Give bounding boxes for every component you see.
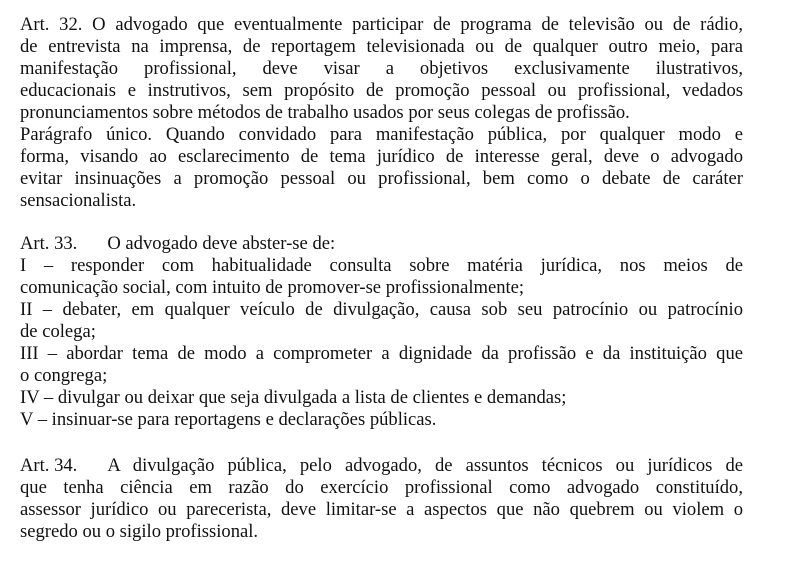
- art34-line-2: que tenha ciência em razão do exercício profissional como advogado constituído,: [20, 477, 743, 498]
- art34-heading: [20, 455, 743, 477]
- art34-first-line: A divulgação pública, pelo advogado, de assuntos técnicos ou jurídicos de: [107, 455, 743, 476]
- art34-line-3: assessor jurídico ou parecerista, deve limitar-se a aspectos que não quebrem ou violem o: [20, 499, 743, 520]
- art32-line-4: educacionais e instrutivos, sem propósito de promoção pessoal ou profissional, vedados: [20, 80, 743, 101]
- art33-item-1-line-2: comunicação social, com intuito de promover-se profissionalmente;: [20, 277, 525, 298]
- art32-line-2: de entrevista na imprensa, de reportagem televisionada ou de qualquer outro meio, para: [20, 36, 743, 57]
- art33-item-3-line-1: III – abordar tema de modo a comprometer a dignidade da profissão e da instituição que: [20, 343, 743, 364]
- paragrafo-unico-line-4: sensacionalista.: [20, 190, 137, 211]
- art33-label: Art. 33.: [20, 233, 78, 254]
- art34-line-4: segredo ou o sigilo profissional.: [20, 521, 259, 542]
- art32-line-5: pronunciamentos sobre métodos de trabalho usados por seus colegas de profissão.: [20, 102, 630, 123]
- art33-heading: [20, 233, 743, 255]
- art34-label: Art. 34.: [20, 455, 78, 476]
- art33-item-5: V – insinuar-se para reportagens e declarações públicas.: [20, 409, 437, 430]
- art33-item-1-line-1: I – responder com habitualidade consulta sobre matéria jurídica, nos meios de: [20, 255, 743, 276]
- paragrafo-unico-line-1: Parágrafo único. Quando convidado para manifestação pública, por qualquer modo e: [20, 124, 743, 145]
- art33-caput: O advogado deve abster-se de:: [107, 233, 336, 254]
- art32-line-1: Art. 32. O advogado que eventualmente participar de programa de televisão ou de rádio,: [20, 14, 743, 35]
- art33-item-4: IV – divulgar ou deixar que seja divulgada a lista de clientes e demandas;: [20, 387, 567, 408]
- art32-line-3: manifestação profissional, deve visar a objetivos exclusivamente ilustrativos,: [20, 58, 743, 79]
- paragrafo-unico-line-2: forma, visando ao esclarecimento de tema jurídico de interesse geral, deve o advogado: [20, 146, 743, 167]
- art33-item-2-line-2: de colega;: [20, 321, 96, 342]
- paragrafo-unico-line-3: evitar insinuações a promoção pessoal ou profissional, bem como o debate de caráter: [20, 168, 743, 189]
- art33-item-3-line-2: o congrega;: [20, 365, 108, 386]
- art33-item-2-line-1: II – debater, em qualquer veículo de divulgação, causa sob seu patrocínio ou patrocínio: [20, 299, 743, 320]
